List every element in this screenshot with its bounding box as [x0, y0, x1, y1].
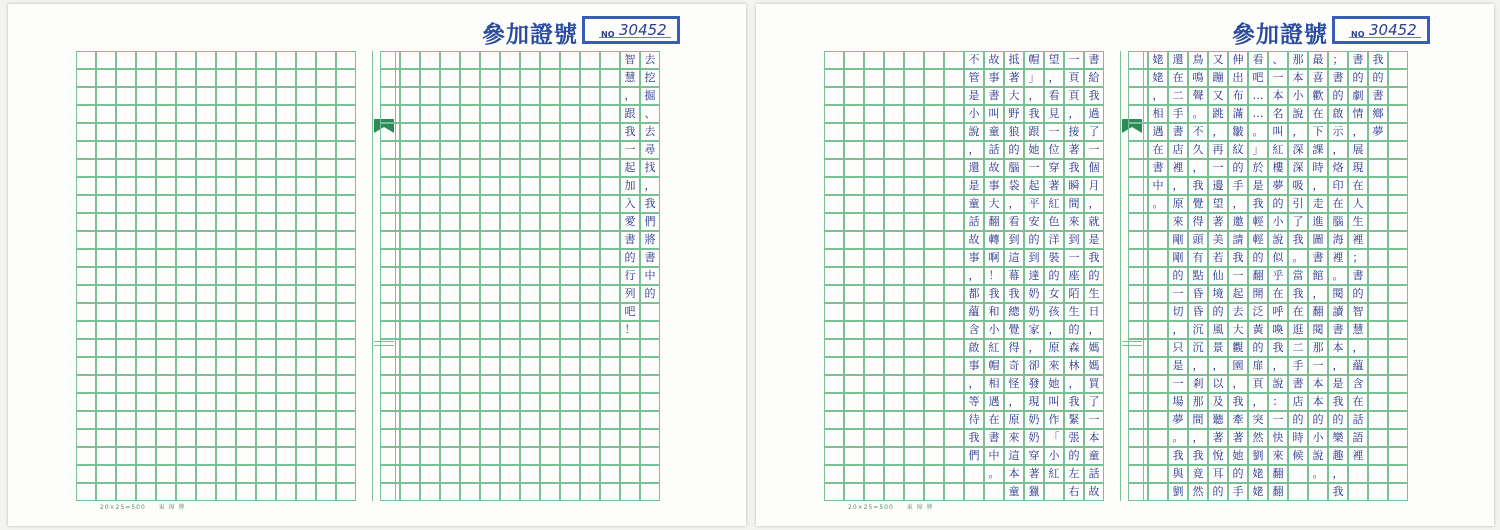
manuscript-column: 伸 出 布 滿 皺 紋 的 手 ， 邀 請 我 一 起 去 大 觀 園 ， 我 牽 著 她 的 手 [1228, 51, 1248, 501]
manuscript-column: 最 喜 歡 在 下 課 時 ， 走 進 圖 書 館 ， 翻 閱 那 一 本 本 的 小 說 。 [1308, 51, 1328, 501]
manuscript-column [904, 51, 924, 501]
manuscript-grid [824, 51, 1440, 501]
manuscript-column [256, 51, 276, 501]
paper-size-text: 20×25=500 [848, 504, 894, 511]
entry-number-box [582, 16, 680, 44]
manuscript-column: 我 的 書 鄉 夢 [1368, 51, 1388, 501]
entry-number-value: 30452 [1369, 21, 1417, 39]
manuscript-column [560, 51, 580, 501]
manuscript-column [380, 51, 400, 501]
manuscript-column [176, 51, 196, 501]
manuscript-column: 故 事 書 叫 童 話 故 事 大 翻 轉 啊 ！ 我 和 小 紅 帽 相 遇 在 書 中 。 [984, 51, 1004, 501]
manuscript-column [216, 51, 236, 501]
entry-number-label: NO [601, 30, 615, 39]
manuscript-column [924, 51, 944, 501]
entry-number-box [1332, 16, 1430, 44]
manuscript-column [136, 51, 156, 501]
manuscript-column: 抵 著 大 野 狼 的 腦 袋 ， 看 到 這 幕 我 總 覺 得 奇 怪 ， 原 來 這 本 童 [1004, 51, 1024, 501]
manuscript-column [520, 51, 540, 501]
manuscript-column [600, 51, 620, 501]
manuscript-column: 姥 姥 ， 相 遇 在 書 中 。 [1148, 51, 1168, 501]
manuscript-column [460, 51, 480, 501]
manuscript-column: 書 給 我 過 了 一 個 月 ， 就 是 我 的 生 日 ， 媽 媽 買 了 一 本 童 話 故 [1084, 51, 1104, 501]
manuscript-column [400, 51, 420, 501]
manuscript-column: 又 蹦 又 跳 ， 再 一 邊 望 著 美 若 仙 境 的 風 景 ， 以 及 聽 著 悅 耳 的 [1208, 51, 1228, 501]
manuscript-grid [76, 51, 692, 501]
manuscript-column [236, 51, 256, 501]
manuscript-column [296, 51, 316, 501]
entry-number-title: 參加證號 [482, 21, 578, 48]
manuscript-column [844, 51, 864, 501]
manuscript-column [276, 51, 296, 501]
manuscript-column: 書 的 劇 情 ， 展 現 在 人 生 裡 ； 書 的 智 慧 ， 蘊 含 在 話 語 裡 [1348, 51, 1368, 501]
manuscript-column [500, 51, 520, 501]
paper-footer [100, 502, 196, 511]
manuscript-column: 智 慧 ， 跟 我 一 起 加 入 愛 書 的 行 列 吧 ！ [620, 51, 640, 501]
manuscript-column [116, 51, 136, 501]
manuscript-column [944, 51, 964, 501]
manuscript-column [196, 51, 216, 501]
manuscript-column [884, 51, 904, 501]
manuscript-column [580, 51, 600, 501]
entry-number-title: 參加證號 [1232, 21, 1328, 48]
right-manuscript-sheet [756, 4, 1494, 526]
manuscript-column: 望 ， 看 見 一 位 穿 著 紅 色 洋 裝 的 女 孩 ， 原 來 她 叫 作 「 小 紅 [1044, 51, 1064, 501]
manuscript-column [1388, 51, 1408, 501]
paper-size-text: 20×25=500 [100, 504, 146, 511]
manuscript-column: 不 管 是 小 說 ， 還 是 童 話 故 事 ， 都 蘊 含 啟 事 ， 等 待 我 們 [964, 51, 984, 501]
manuscript-column: 那 本 小 說 ， 深 深 吸 引 了 我 。 當 我 在 逛 二 手 書 店 的 時 候 [1288, 51, 1308, 501]
entry-number-value: 30452 [619, 21, 667, 39]
manuscript-column [540, 51, 560, 501]
manuscript-column: 一 頁 頁 ， 接 著 我 瞬 間 來 到 一 座 陌 生 的 森 林 ， 我 緊 張 的 左 右 [1064, 51, 1084, 501]
manuscript-column [1128, 51, 1148, 501]
manuscript-column: 去 挖 掘 、 去 尋 找 ， 我 們 將 書 中 的 [640, 51, 660, 501]
left-manuscript-sheet [8, 4, 746, 526]
paper-footer [848, 502, 944, 511]
manuscript-column [156, 51, 176, 501]
manuscript-column [316, 51, 336, 501]
entry-number-label: NO [1351, 30, 1365, 39]
manuscript-column: 還 在 二 手 書 店 裡 ， 原 來 剛 剛 的 一 切 ， 只 是 一 場 夢 。 我 與 劉 [1168, 51, 1188, 501]
paper-maker-text: 東 璋 牌 [906, 504, 934, 511]
manuscript-column: 看 吧 … … 。 」 於 是 我 輕 輕 的 翻 開 泛 黃 的 扉 頁 ， 突 然 劉 姥 姥 [1248, 51, 1268, 501]
manuscript-column [480, 51, 500, 501]
manuscript-column [76, 51, 96, 501]
manuscript-column [336, 51, 356, 501]
manuscript-column: ； 書 的 啟 示 ， 烙 印 在 腦 海 裡 。 閱 讀 書 本 ， 是 我 的 樂 趣 ， 我 [1328, 51, 1348, 501]
manuscript-column [420, 51, 440, 501]
manuscript-column: 鳥 鳴 聲 。 不 久 ， 我 覺 得 頭 有 點 昏 昏 沉 沉 ， 剎 那 間 ， 我 竟 然 [1188, 51, 1208, 501]
paper-maker-text: 東 璋 牌 [158, 504, 186, 511]
manuscript-column [824, 51, 844, 501]
manuscript-column [96, 51, 116, 501]
manuscript-column [864, 51, 884, 501]
manuscript-column [440, 51, 460, 501]
manuscript-column: 、 一 本 名 叫 紅 樓 夢 的 小 說 似 乎 在 呼 喚 我 ， 說 ： 一 快 來 翻 翻 [1268, 51, 1288, 501]
manuscript-column: 帽 」 ， 我 跟 她 一 起 平 安 的 到 達 奶 奶 家 ， 卻 發 現 奶 奶 穿 著 獵 [1024, 51, 1044, 501]
